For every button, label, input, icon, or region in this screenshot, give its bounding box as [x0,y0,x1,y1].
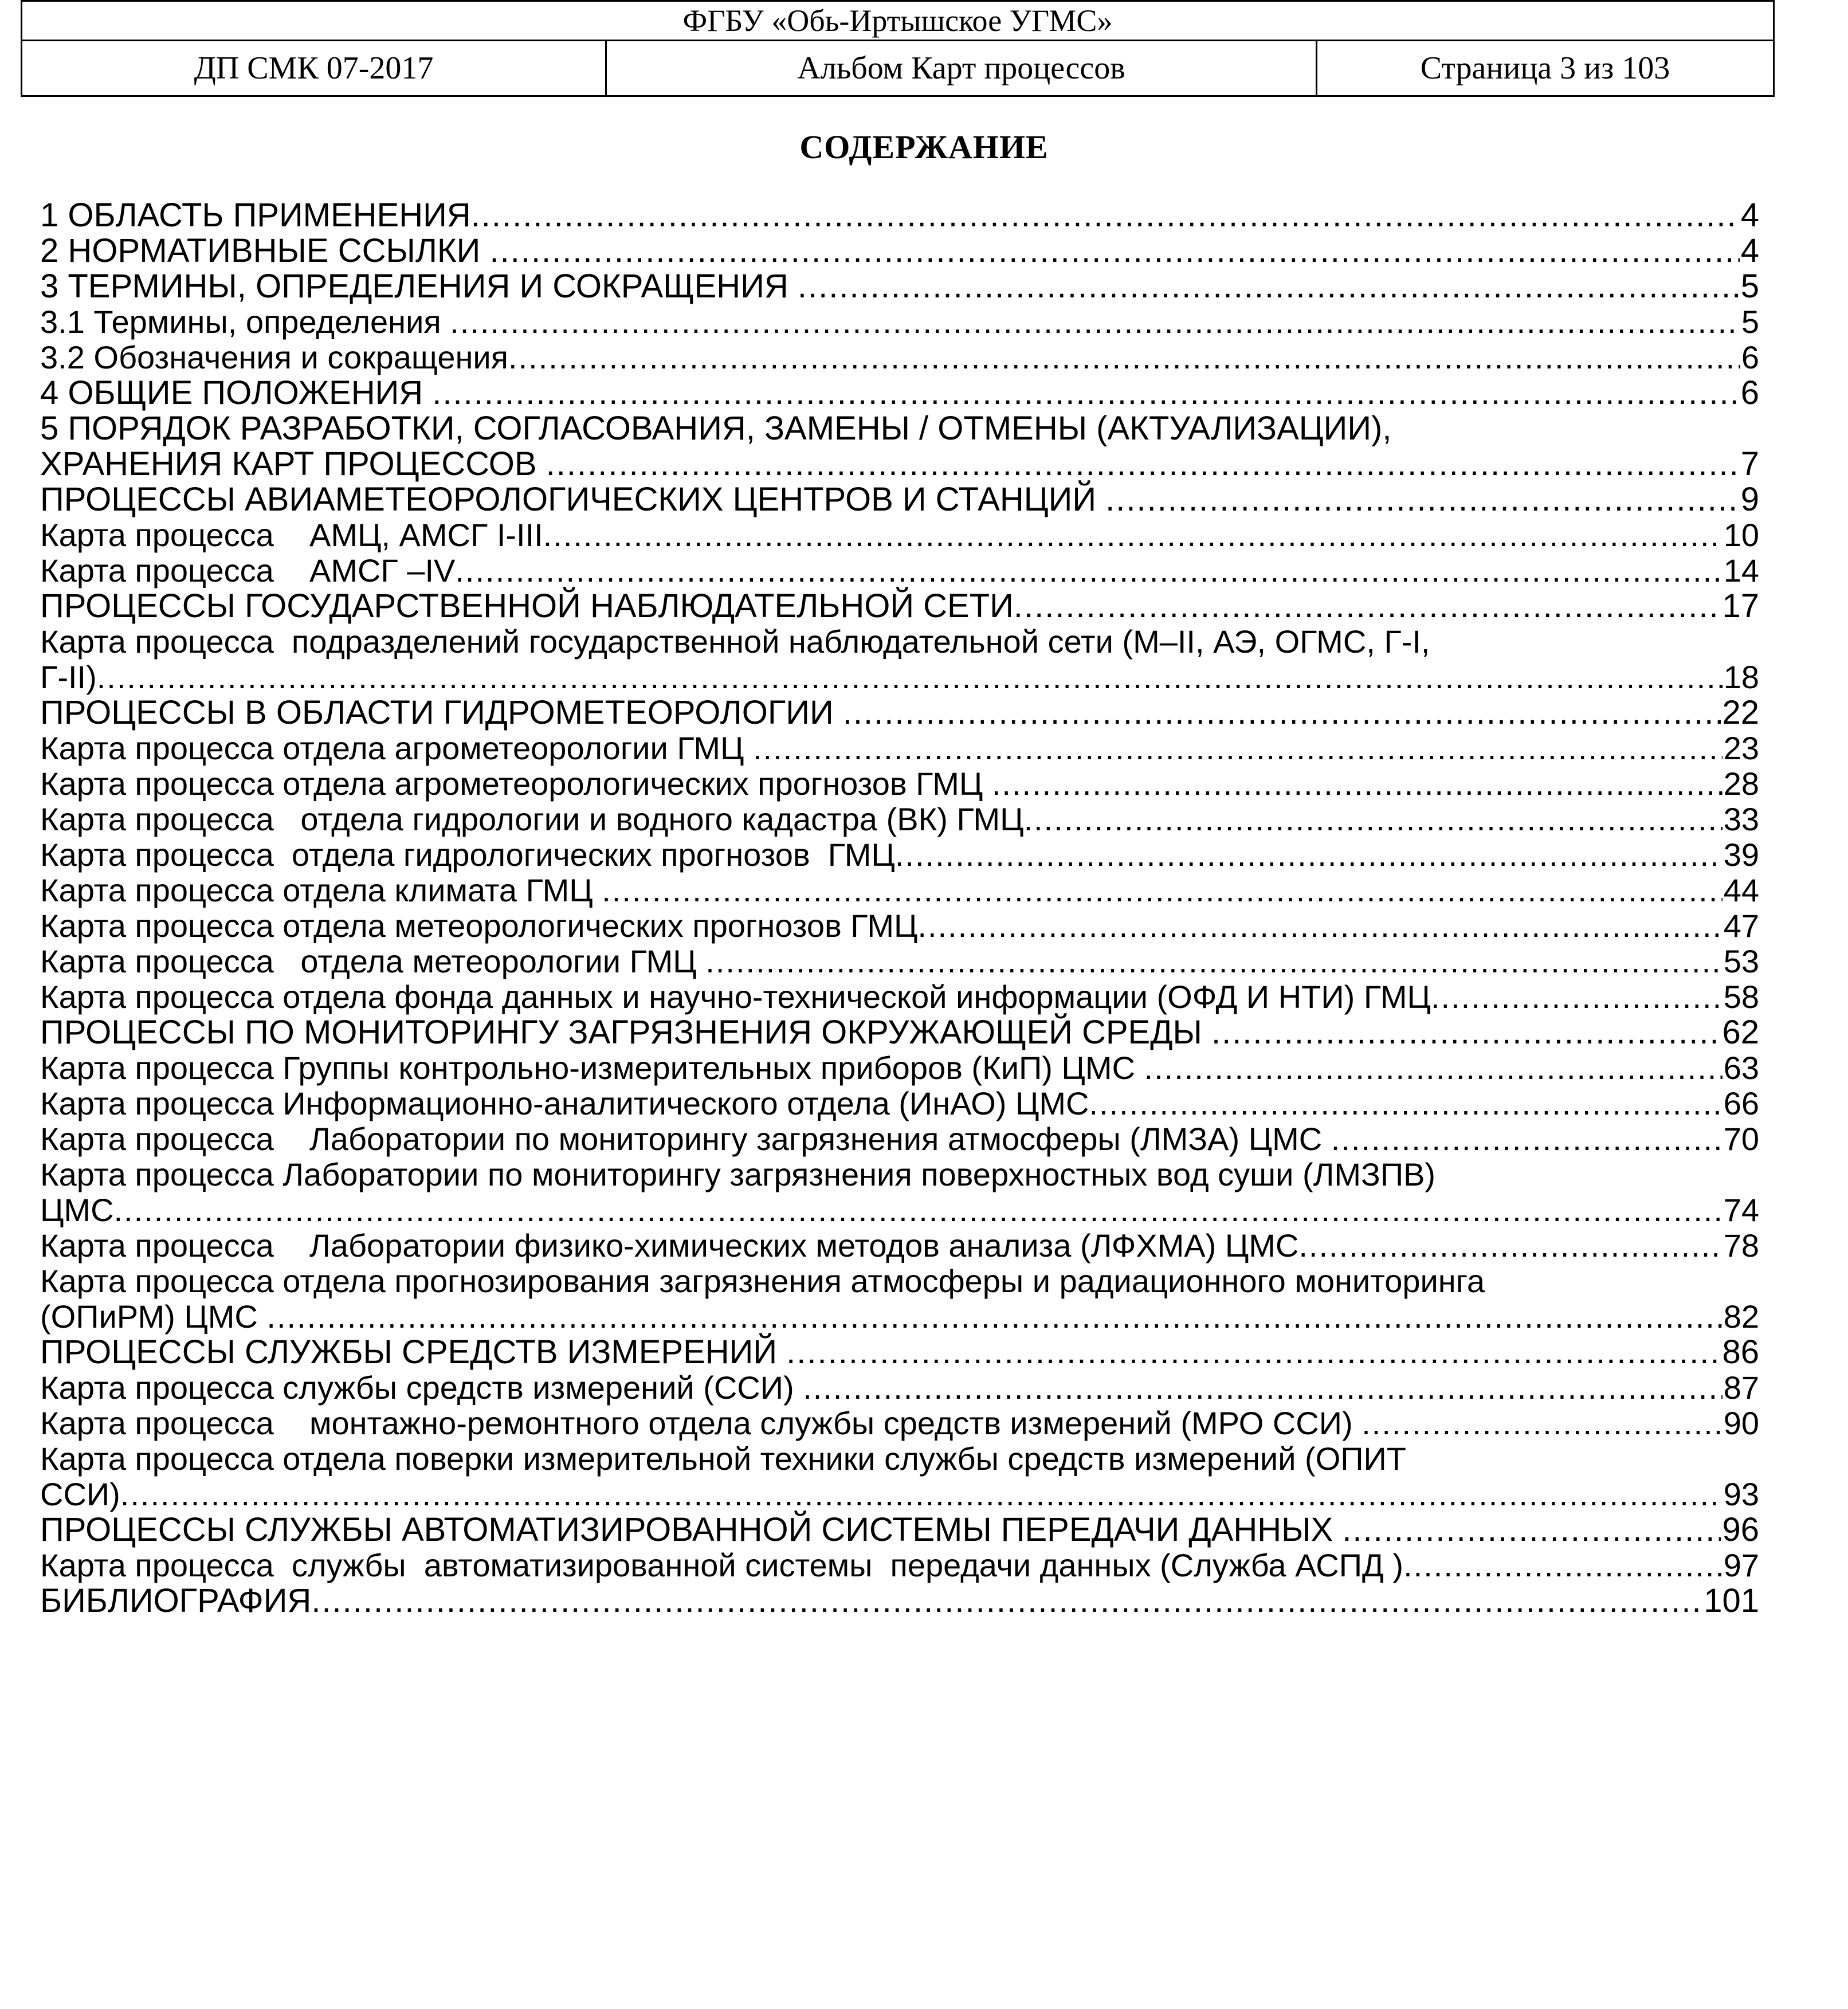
toc-entry-label-first-line: Карта процесса Лаборатории по мониторингу загрязнения поверхностных вод суши (ЛМЗПВ) [40,1156,1436,1192]
toc-entry-page-number: 87 [1723,1370,1759,1406]
toc-entry-page-number: 66 [1723,1085,1759,1121]
page-info: Страница 3 из 103 [1420,50,1670,86]
toc-entry-label: 3.1 Термины, определения [40,304,450,340]
toc-entry-line [40,802,1759,837]
toc-entry-line [40,944,1759,979]
toc-entry-line [40,1050,1759,1086]
toc-entry-label: 3.2 Обозначения и сокращения [40,339,509,375]
toc-entry-label: Карта процесса АМЦ, АМСГ I-III [40,517,543,553]
toc-entry-line [40,1228,1759,1264]
toc-entry-page-number: 97 [1723,1547,1759,1583]
toc-entry[interactable] [40,482,1759,517]
toc-entry-page-number: 62 [1722,1014,1759,1051]
toc-entry-label: Карта процесса Группы контрольно-измерительных приборов (КиП) ЦМС [40,1050,1144,1086]
toc-leader-dots [471,198,1740,233]
toc-entry-line [40,269,1759,304]
toc-leader-dots [1024,802,1723,837]
toc-entry-label: ХРАНЕНИЯ КАРТ ПРОЦЕССОВ [40,445,546,482]
toc-entry-line [40,304,1759,340]
toc-entry-line [40,1406,1759,1441]
header-info-row [22,41,1773,95]
toc-leader-dots [753,731,1723,766]
toc-entry[interactable] [40,1264,1759,1335]
toc-entry[interactable] [40,624,1759,695]
toc-entry-line [40,837,1759,873]
toc-entry-page-number: 74 [1723,1192,1759,1228]
toc-entry[interactable] [40,766,1759,802]
toc-entry-line [40,660,1759,695]
toc-entry-line [40,1086,1759,1121]
toc-entry-page-number: 4 [1740,197,1759,234]
toc-entry-line [40,695,1759,731]
toc-entry[interactable] [40,731,1759,766]
toc-entry-page-number: 58 [1723,979,1759,1015]
toc-entry-label-first-line: Карта процесса отдела поверки измерительной техники службы средств измерений (ОПИТ [40,1441,1406,1477]
toc-leader-dots [432,375,1739,411]
toc-leader-dots [97,660,1723,695]
document-code: ДП СМК 07-2017 [22,41,607,95]
toc-entry[interactable] [40,837,1759,873]
toc-entry-page-number: 82 [1723,1298,1759,1335]
toc-entry-line [40,1015,1759,1050]
toc-entry-label: ССИ) [40,1476,120,1512]
toc-entry[interactable] [40,340,1759,375]
organization-name: ФГБУ «Обь-Иртышское УГМС» [22,2,1773,41]
toc-leader-dots [895,837,1723,873]
toc-leader-dots [546,446,1740,482]
toc-entry-line [40,766,1759,802]
toc-entry-label-first-line: Карта процесса подразделений государственной наблюдательной сети (М–II, АЭ, ОГМС, Г-I, [40,623,1430,660]
toc-entry-page-number: 39 [1723,837,1759,873]
toc-entry-line [40,1121,1759,1157]
toc-entry[interactable] [40,198,1759,233]
toc-leader-dots [843,695,1721,731]
toc-entry-line [40,908,1759,944]
toc-entry[interactable] [40,269,1759,304]
toc-entry-label: Карта процесса отдела гидрологии и водного кадастра (ВК) ГМЦ [40,801,1024,837]
toc-entry[interactable] [40,1050,1759,1086]
toc-entry-line [40,482,1759,517]
toc-entry[interactable] [40,1512,1759,1548]
toc-entry-page-number: 93 [1723,1476,1759,1512]
toc-entry[interactable] [40,695,1759,731]
toc-entry-label: Карта процесса службы средств измерений (ССИ) [40,1370,803,1406]
toc-leader-dots [1211,1015,1721,1050]
toc-entry-label: Карта процесса отдела метеорологических прогнозов ГМЦ [40,908,918,944]
toc-entry-page-number: 4 [1740,232,1759,269]
toc-entry[interactable] [40,1548,1759,1583]
toc-entry-page-number: 14 [1723,552,1759,588]
toc-entry-label: ПРОЦЕССЫ В ОБЛАСТИ ГИДРОМЕТЕОРОЛОГИИ [40,694,843,731]
toc-entry-label: Карта процесса Лаборатории по мониторингу загрязнения атмосферы (ЛМЗА) ЦМС [40,1121,1331,1157]
toc-entry-line [40,1583,1759,1619]
toc-leader-dots [114,1192,1723,1228]
toc-entry-page-number: 7 [1740,445,1759,482]
toc-entry-page-number: 5 [1740,268,1759,305]
toc-leader-dots [798,269,1740,304]
toc-entry-page-number: 6 [1740,374,1759,411]
toc-entry-label: Карта процесса АМСГ –IV [40,552,456,588]
toc-entry-page-number: 10 [1723,517,1759,553]
toc-entry-line [40,375,1759,411]
toc-entry[interactable] [40,553,1759,588]
toc-entry-line [40,553,1759,588]
toc-entry[interactable] [40,944,1759,979]
toc-leader-dots [602,873,1722,908]
toc-entry-page-number: 9 [1740,481,1759,518]
toc-entry-page-number: 63 [1723,1050,1759,1086]
toc-leader-dots [489,233,1739,269]
toc-entry-label: ЦМС [40,1192,114,1228]
toc-entry-label: Карта процесса отдела гидрологических прогнозов ГМЦ [40,837,895,873]
toc-leader-dots [1362,1406,1723,1441]
toc-entry-page-number: 86 [1722,1333,1759,1371]
toc-entry-page-number: 47 [1723,908,1759,944]
toc-entry-line [40,446,1759,482]
document-header [21,0,1775,97]
toc-leader-dots [803,1370,1723,1406]
toc-entry[interactable] [40,1370,1759,1406]
toc-entry-line [40,1477,1759,1512]
toc-entry-label: Карта процесса отдела климата ГМЦ [40,872,602,908]
toc-entry-line [40,1192,1759,1228]
toc-entry[interactable] [40,588,1759,624]
toc-entry[interactable] [40,411,1759,482]
toc-entry-label: 4 ОБЩИЕ ПОЛОЖЕНИЯ [40,374,433,411]
toc-leader-dots [1089,1086,1723,1121]
toc-entry[interactable] [40,1441,1759,1512]
toc-entry[interactable] [40,1015,1759,1050]
toc-leader-dots [543,517,1723,553]
toc-entry-page-number: 33 [1723,801,1759,837]
toc-entry-line [40,233,1759,269]
toc-leader-dots [508,340,1740,375]
toc-entry[interactable] [40,908,1759,944]
toc-entry-label: ПРОЦЕССЫ ПО МОНИТОРИНГУ ЗАГРЯЗНЕНИЯ ОКРУЖАЮЩЕЙ СРЕДЫ [40,1014,1211,1051]
toc-leader-dots [1298,1228,1722,1264]
toc-entry-line [40,1335,1759,1370]
toc-entry[interactable] [40,979,1759,1015]
toc-entry-label-first-line: Карта процесса отдела прогнозирования загрязнения атмосферы и радиационного мониторинга [40,1263,1485,1299]
toc-entry-page-number: 6 [1741,339,1759,375]
toc-entry-label: 1 ОБЛАСТЬ ПРИМЕНЕНИЯ [40,197,471,234]
toc-entry[interactable] [40,1335,1759,1370]
toc-entry-page-number: 53 [1723,943,1759,979]
toc-entry-line [40,979,1759,1015]
toc-entry-page-number: 70 [1723,1121,1759,1157]
toc-entry-label: Г-II) [40,659,97,695]
toc-entry-line [40,1299,1759,1335]
toc-entry-label: Карта процесса отдела фонда данных и научно-технической информации (ОФД И НТИ) ГМЦ [40,979,1431,1015]
toc-entry-label: Карта процесса отдела агрометеорологических прогнозов ГМЦ [40,766,992,802]
toc-entry[interactable] [40,304,1759,340]
toc-leader-dots [311,1583,1702,1619]
toc-leader-dots [450,304,1740,340]
toc-entry-page-number: 28 [1723,766,1759,802]
toc-entry-label: БИБЛИОГРАФИЯ [40,1582,312,1619]
toc-entry-line [40,198,1759,233]
toc-entry-label: ПРОЦЕССЫ ГОСУДАРСТВЕННОЙ НАБЛЮДАТЕЛЬНОЙ СЕТИ [40,587,1014,625]
toc-entry-label: ПРОЦЕССЫ СЛУЖБЫ СРЕДСТВ ИЗМЕРЕНИЙ [40,1333,787,1371]
toc-leader-dots [1403,1548,1723,1583]
toc-entry[interactable] [40,1406,1759,1441]
toc-entry-page-number: 44 [1723,872,1759,908]
toc-entry-page-number: 22 [1722,694,1759,731]
toc-entry[interactable] [40,1157,1759,1228]
toc-leader-dots [1014,588,1721,624]
toc-entry-label: Карта процесса Информационно-аналитического отдела (ИнАО) ЦМС [40,1085,1089,1121]
toc-heading: СОДЕРЖАНИЕ [799,128,1049,166]
toc-entry-label: 3 ТЕРМИНЫ, ОПРЕДЕЛЕНИЯ И СОКРАЩЕНИЯ [40,268,798,305]
toc-entry-line [40,340,1759,375]
toc-entry[interactable] [40,873,1759,908]
toc-leader-dots [1342,1512,1721,1548]
toc-leader-dots [1431,979,1723,1015]
toc-entry-line [40,588,1759,624]
toc-entry-label: ПРОЦЕССЫ СЛУЖБЫ АВТОМАТИЗИРОВАННОЙ СИСТЕМЫ ПЕРЕДАЧИ ДАННЫХ [40,1511,1343,1548]
toc-entry-label: 2 НОРМАТИВНЫЕ ССЫЛКИ [40,232,490,269]
toc-entry[interactable] [40,1086,1759,1121]
toc-leader-dots [1331,1121,1723,1157]
toc-leader-dots [786,1335,1721,1370]
toc-entry-line [40,731,1759,766]
table-of-contents [40,198,1759,1619]
toc-entry-page-number: 101 [1704,1582,1759,1619]
toc-leader-dots [455,553,1722,588]
document-title: Альбом Карт процессов [607,41,1317,95]
toc-entry-label: ПРОЦЕССЫ АВИАМЕТЕОРОЛОГИЧЕСКИХ ЦЕНТРОВ И СТАНЦИЙ [40,481,1106,518]
toc-leader-dots [120,1477,1723,1512]
toc-entry[interactable] [40,1121,1759,1157]
toc-entry[interactable] [40,1583,1759,1619]
toc-leader-dots [917,908,1722,944]
toc-entry[interactable] [40,517,1759,553]
toc-entry-page-number: 90 [1723,1405,1759,1441]
toc-entry-page-number: 17 [1722,587,1759,625]
toc-entry[interactable] [40,802,1759,837]
toc-entry-label: (ОПиРМ) ЦМС [40,1298,267,1335]
toc-entry-line [40,1370,1759,1406]
toc-leader-dots [992,766,1723,802]
toc-leader-dots [1144,1050,1723,1086]
toc-entry-label: Карта процесса отдела метеорологии ГМЦ [40,943,706,979]
toc-entry-label: Карта процесса Лаборатории физико-химических методов анализа (ЛФХМА) ЦМС [40,1227,1299,1264]
toc-entry-page-number: 23 [1723,730,1759,766]
toc-entry-line [40,517,1759,553]
toc-entry[interactable] [40,233,1759,269]
toc-entry-label-first-line: 5 ПОРЯДОК РАЗРАБОТКИ, СОГЛАСОВАНИЯ, ЗАМЕНЫ / ОТМЕНЫ (АКТУАЛИЗАЦИИ), [40,410,1392,447]
toc-entry-line [40,1512,1759,1548]
toc-leader-dots [266,1299,1722,1335]
toc-entry[interactable] [40,375,1759,411]
toc-entry[interactable] [40,1228,1759,1264]
toc-leader-dots [705,944,1722,979]
toc-entry-line [40,1548,1759,1583]
toc-entry-label: Карта процесса службы автоматизированной системы передачи данных (Служба АСПД ) [40,1547,1404,1583]
toc-entry-page-number: 96 [1722,1511,1759,1548]
toc-entry-label: Карта процесса отдела агрометеорологии ГМЦ [40,730,754,766]
toc-entry-page-number: 18 [1723,659,1759,695]
toc-entry-label: Карта процесса монтажно-ремонтного отдела службы средств измерений (МРО ССИ) [40,1405,1362,1441]
toc-entry-page-number: 5 [1741,304,1759,340]
toc-entry-page-number: 78 [1723,1227,1759,1264]
toc-leader-dots [1105,482,1740,517]
toc-entry-line [40,873,1759,908]
